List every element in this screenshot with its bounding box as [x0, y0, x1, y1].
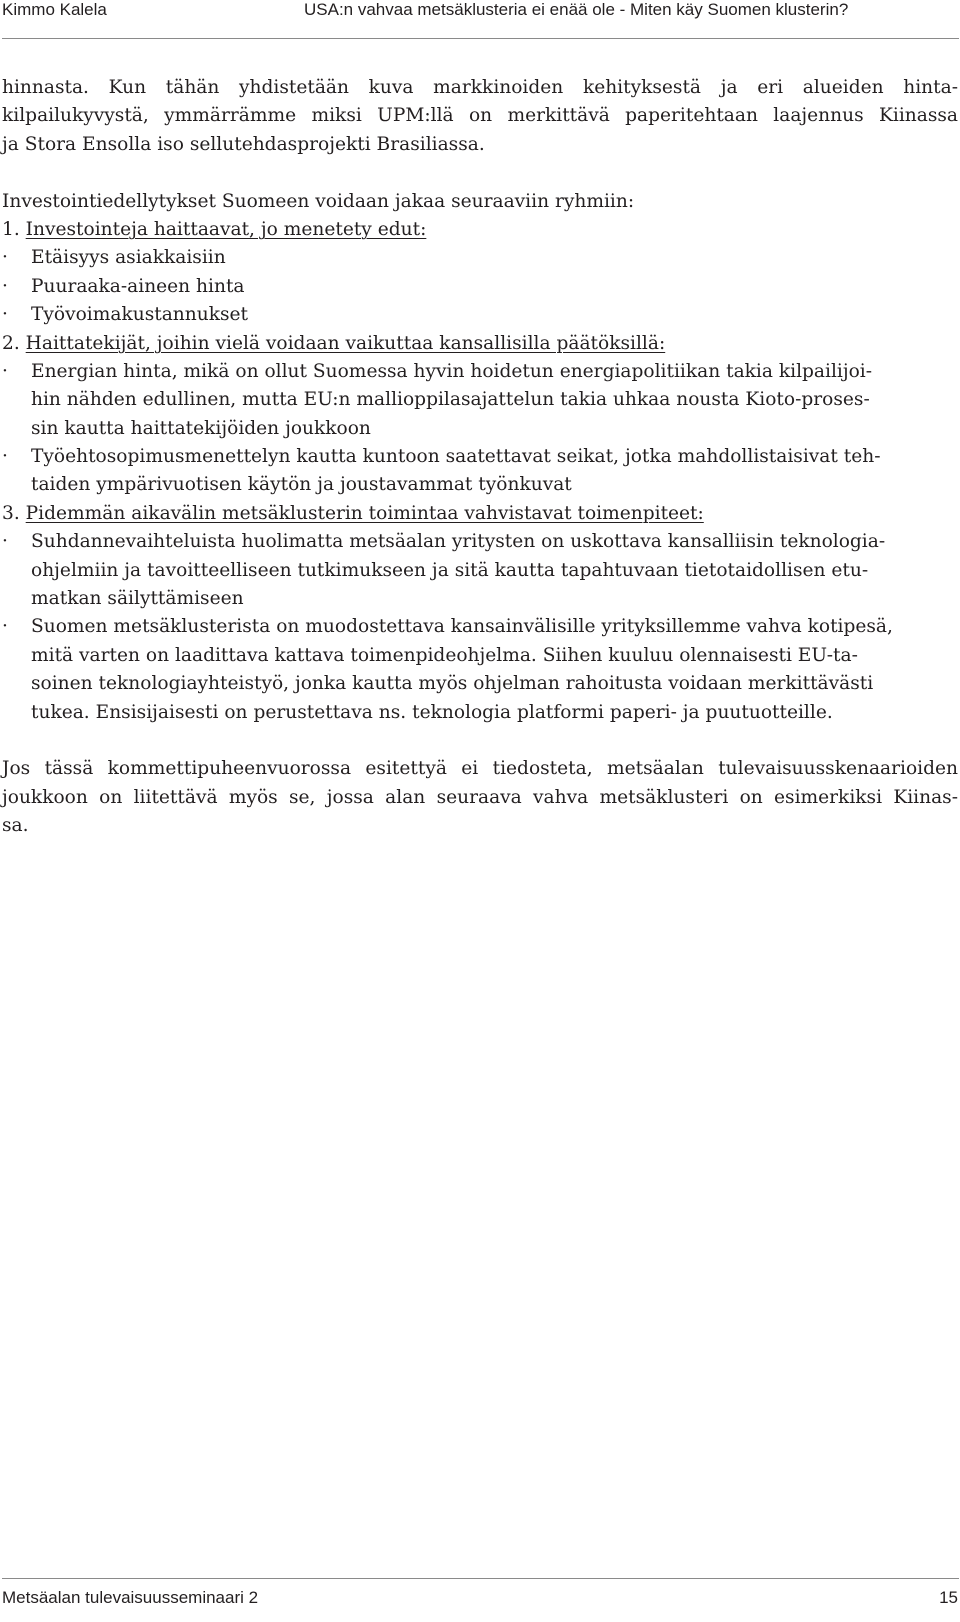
header-title: USA:n vahvaa metsäklusteria ei enää ole - Miten käy Suomen klusterin?	[304, 0, 849, 19]
bullet: ·	[2, 616, 8, 638]
group-heading-text: Pidemmän aikavälin metsäklusterin toimintaa vahvistavat toimenpiteet:	[25, 502, 704, 524]
bullet: ·	[2, 446, 8, 468]
group-2	[2, 330, 958, 500]
list-item-text: Energian hinta, mikä on ollut Suomessa hyvin hoidetun energiapolitiikan takia kilpailijoi-	[31, 360, 873, 382]
bullet: ·	[2, 360, 8, 382]
group-number: 1.	[2, 218, 20, 240]
list-item-text: matkan säilyttämiseen	[31, 588, 244, 610]
group-heading	[2, 216, 958, 244]
group-heading-text: Haittatekijät, joihin vielä voidaan vaikuttaa kansallisilla päätöksillä:	[25, 332, 666, 354]
list-item-text: taiden ympärivuotisen käytön ja joustavammat työnkuvat	[31, 474, 572, 496]
list-item-text: tukea. Ensisijaisesti on perustettava ns. teknologia platformi paperi- ja puutuotteille.	[31, 701, 833, 723]
page-footer	[0, 1588, 960, 1618]
group-heading	[2, 330, 958, 358]
footer-document-title: Metsäalan tulevaisuusseminaari 2	[2, 1588, 259, 1607]
bullet: ·	[2, 247, 8, 269]
list-item	[2, 273, 958, 301]
group-3	[2, 500, 958, 727]
intro-line: ja Stora Ensolla iso sellutehdasprojekti Brasiliassa.	[2, 133, 485, 155]
list-item	[2, 613, 958, 727]
list-item-text: Suomen metsäklusterista on muodostettava kansainvälisille yrityksillemme vahva kotipesä,	[31, 616, 893, 638]
bullet: ·	[2, 275, 8, 297]
list-item-text: Työvoimakustannukset	[31, 304, 249, 326]
intro-paragraph	[2, 74, 958, 159]
group-heading-text: Investointeja haittaavat, jo menetety edut:	[25, 218, 427, 240]
list-item	[2, 528, 958, 613]
list-item-text: mitä varten on laadittava kattava toimenpideohjelma. Siihen kuuluu olennaisesti EU-ta-	[31, 644, 858, 666]
bullet: ·	[2, 531, 8, 553]
conclusion-line: joukkoon on liitettävä myös se, jossa alan seuraava vahva metsäklusteri on esimerkiksi Kiinas-	[2, 786, 958, 808]
list-item-text: Työehtosopimusmenettelyn kautta kuntoon saatettavat seikat, jotka mahdollistaisivat teh-	[31, 446, 881, 468]
list-item-text: ohjelmiin ja tavoitteelliseen tutkimukseen ja sitä kautta tapahtuvaan tietotaidollisen etu-	[31, 559, 869, 581]
page-header	[0, 0, 960, 40]
list-item-text: Puuraaka-aineen hinta	[31, 275, 245, 297]
conclusion-line: Jos tässä kommettipuheenvuorossa esitettyä ei tiedosteta, metsäalan tulevaisuusskenaarioiden	[2, 758, 958, 780]
group-number: 3.	[2, 502, 20, 524]
conclusion-line: sa.	[2, 815, 29, 837]
list-item	[2, 358, 958, 443]
header-divider	[2, 38, 959, 39]
footer-divider	[2, 1578, 959, 1579]
groups-intro: Investointiedellytykset Suomeen voidaan jakaa seuraaviin ryhmiin:	[2, 190, 635, 212]
header-author: Kimmo Kalela	[2, 0, 107, 19]
list-item	[2, 301, 958, 329]
group-number: 2.	[2, 332, 20, 354]
list-item	[2, 443, 958, 500]
list-item	[2, 244, 958, 272]
intro-line: kilpailukyvystä, ymmärrämme miksi UPM:llä on merkittävä paperitehtaan laajennus Kiinassa	[2, 105, 958, 127]
group-1	[2, 216, 958, 330]
list-item-text: Suhdannevaihteluista huolimatta metsäalan yritysten on uskottava kansalliisin teknologia-	[31, 531, 886, 553]
document-body	[2, 74, 958, 841]
bullet: ·	[2, 304, 8, 326]
list-item-text: sin kautta haittatekijöiden joukkoon	[31, 417, 371, 439]
conclusion-paragraph	[2, 755, 958, 840]
list-item-text: soinen teknologiayhteistyö, jonka kautta myös ohjelman rahoitusta voidaan merkittävästi	[31, 673, 874, 695]
group-heading	[2, 500, 958, 528]
list-item-text: hin nähden edullinen, mutta EU:n mallioppilasajattelun takia uhkaa nousta Kioto-proses-	[31, 389, 870, 411]
list-item-text: Etäisyys asiakkaisiin	[31, 247, 226, 269]
page-number: 15	[939, 1588, 958, 1607]
intro-line: hinnasta. Kun tähän yhdistetään kuva markkinoiden kehityksestä ja eri alueiden hinta-	[2, 77, 958, 98]
